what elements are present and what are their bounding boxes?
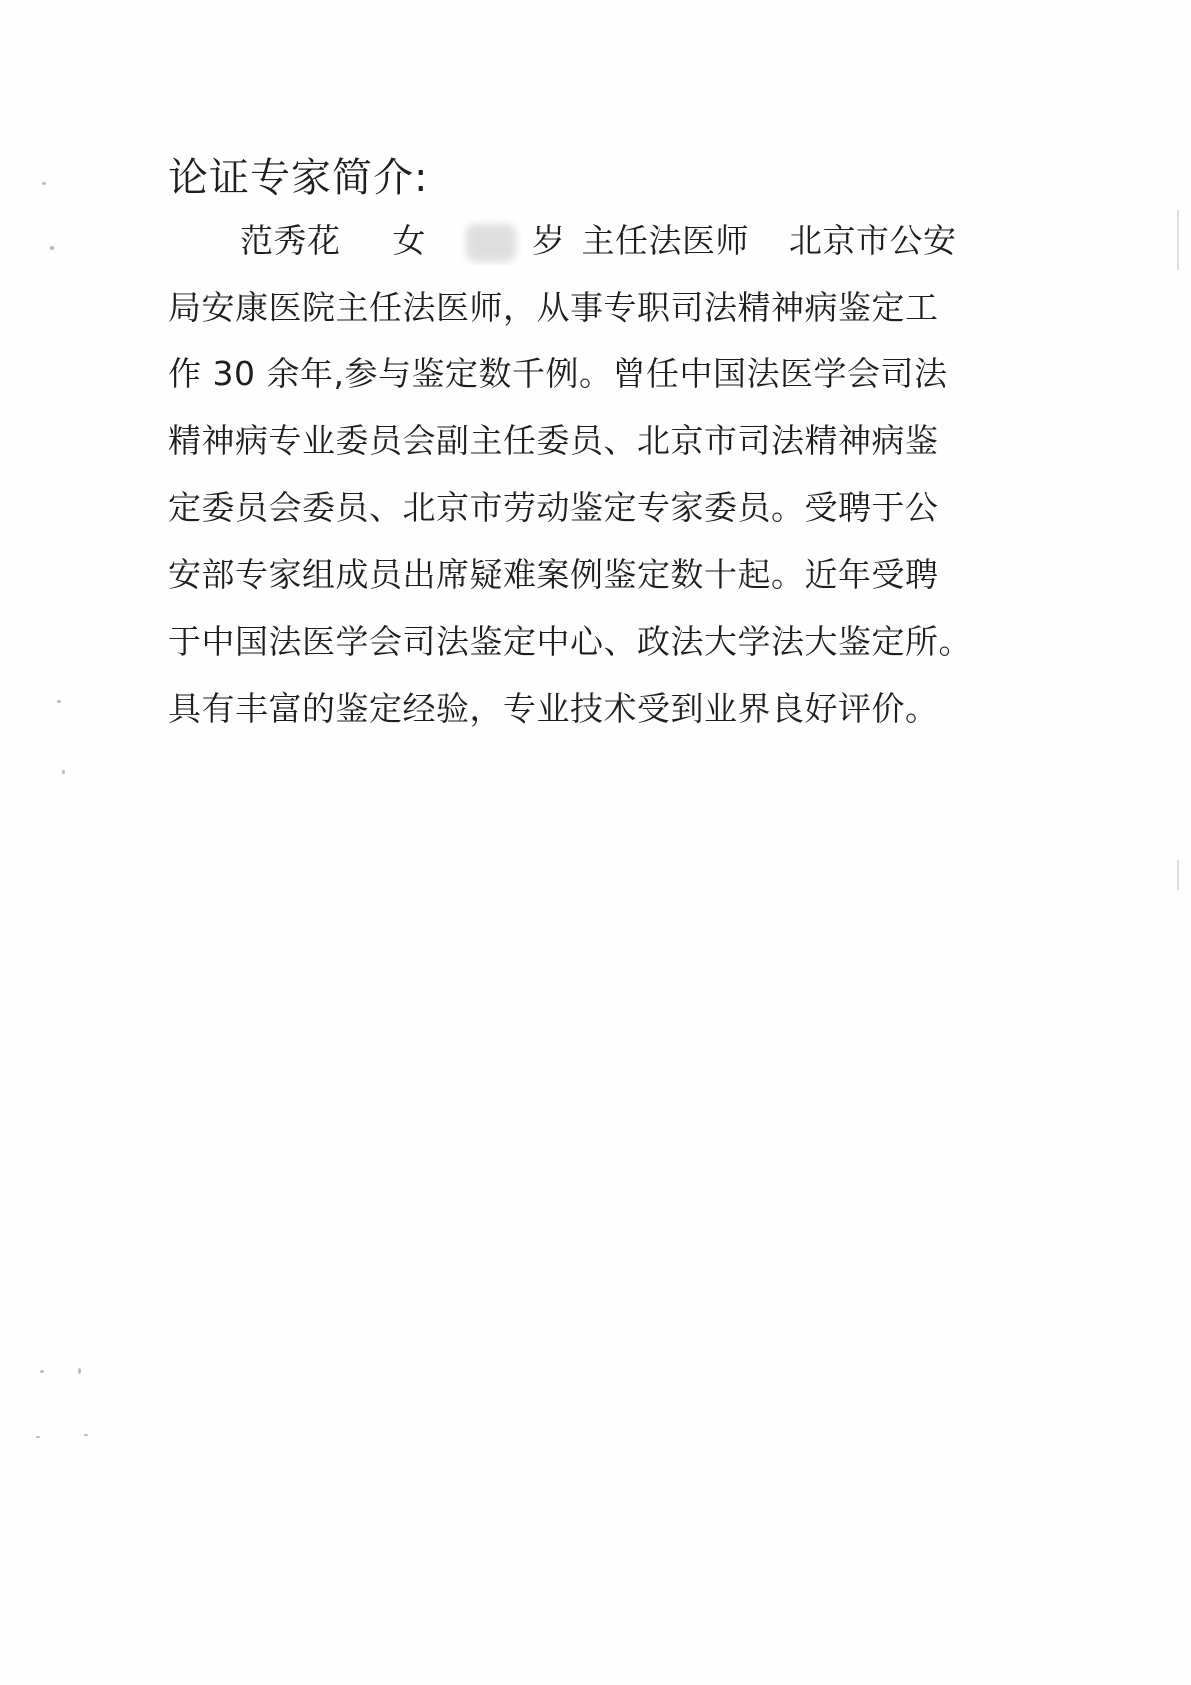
scan-speck (62, 770, 65, 774)
scan-speck (78, 1368, 81, 1374)
paragraph-line: 安部专家组成员出席疑难案例鉴定数十起。近年受聘 (168, 555, 939, 594)
expert-gender: 女 (392, 221, 426, 260)
page-title: 论证专家简介: (168, 155, 429, 201)
paragraph-line: 作 30 余年,参与鉴定数千例。曾任中国法医学会司法 (168, 354, 948, 393)
scan-edge-mark (1177, 210, 1179, 270)
expert-name: 范秀花 (240, 221, 341, 260)
paragraph-line: 定委员会委员、北京市劳动鉴定专家委员。受聘于公 (168, 488, 939, 527)
scan-speck (84, 1434, 88, 1436)
scan-speck (57, 700, 61, 703)
paragraph-line: 精神病专业委员会副主任委员、北京市司法精神病鉴 (168, 421, 939, 460)
expert-title: 主任法医师 (581, 221, 749, 260)
scan-speck (40, 1370, 44, 1373)
paragraph-line: 局安康医院主任法医师，从事专职司法精神病鉴定工 (168, 288, 939, 327)
scan-speck (36, 1436, 40, 1438)
affiliation-start: 北京市公安 (789, 221, 957, 260)
redacted-age (466, 224, 516, 262)
scan-speck (42, 182, 46, 185)
scan-edge-mark (1177, 860, 1179, 890)
paragraph-first-line (240, 217, 1000, 265)
paragraph-line: 于中国法医学会司法鉴定中心、政法大学法大鉴定所。 (168, 622, 972, 661)
scan-speck (50, 246, 54, 250)
paragraph-line: 具有丰富的鉴定经验，专业技术受到业界良好评价。 (168, 689, 939, 728)
age-suffix: 岁 (532, 221, 566, 260)
